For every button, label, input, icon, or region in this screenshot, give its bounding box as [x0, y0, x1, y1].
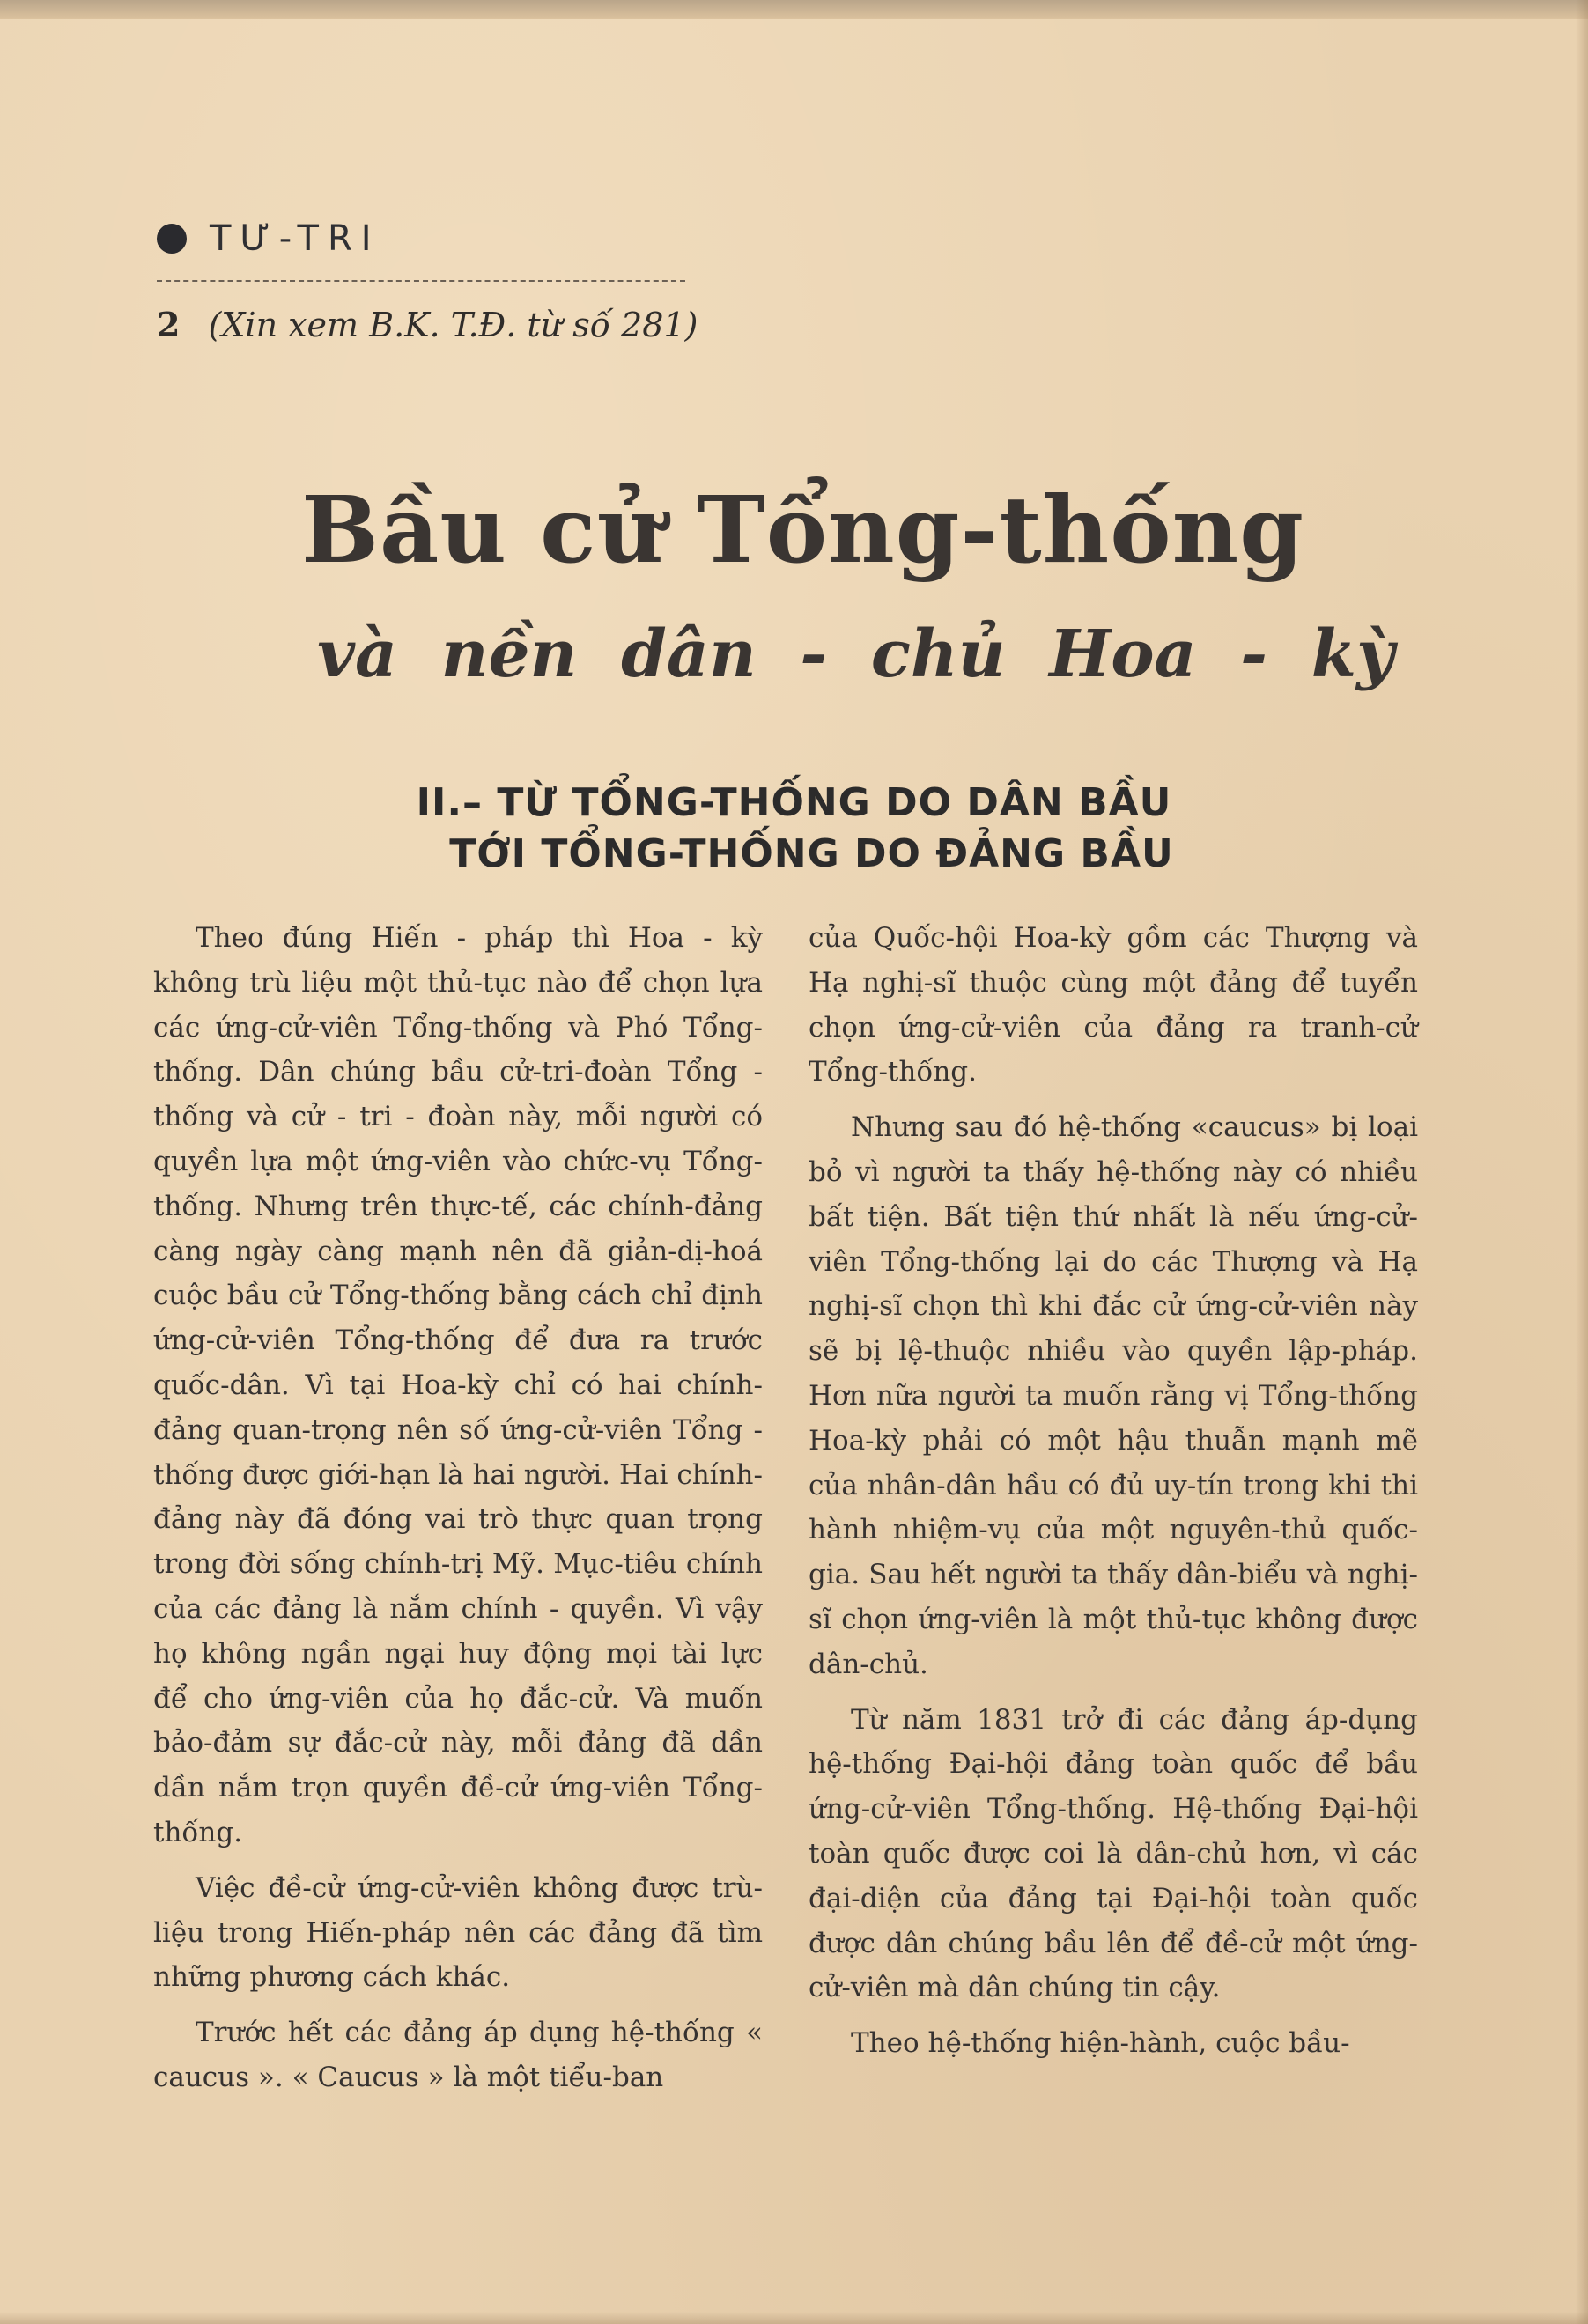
article-title: Bầu cử Tổng-thống	[301, 476, 1304, 584]
section-heading-line-1: II.– TỪ TỔNG-THỐNG DO DÂN BẦU	[416, 780, 1172, 825]
part-number: 2	[157, 305, 181, 344]
paragraph: Theo đúng Hiến - pháp thì Hoa - kỳ không trù liệu một thủ-tục nào để chọn lựa các ứng-cử-viên Tổng-thống và Phó Tổng-thống. Dân chúng bầu cử-tri-đoàn Tổng - thống và cử - tri - đoàn này, mỗi người có quyền lựa một ứng-viên vào chức-vụ Tổng-thống. Nhưng trên thực-tế, các chính-đảng càng ngày càng mạnh nên đã giản-dị-hoá cuộc bầu cử Tổng-thống bằng cách chỉ định ứng-cử-viên Tổng-thống để đưa ra trước quốc-dân. Vì tại Hoa-kỳ chỉ có hai chính-đảng quan-trọng nên số ứng-cử-viên Tổng - thống được giới-hạn là hai người. Hai chính-đảng này đã đóng vai trò thực quan trọng trong đời sống chính-trị Mỹ. Mục-tiêu chính của các đảng là nắm chính - quyền. Vì vậy họ không ngần ngại huy động mọi tài lực để cho ứng-viên của họ đắc-cử. Và muốn bảo-đảm sự đắc-cử này, mỗi đảng đã dần dần nắm trọn quyền đề-cử ứng-viên Tổng-thống.	[153, 922, 763, 1848]
section-label-text: TƯ-TRI	[210, 218, 380, 259]
paragraph: Theo hệ-thống hiện-hành, cuộc bầu-	[851, 2027, 1350, 2060]
bullet-icon	[157, 224, 187, 254]
page-top-edge	[0, 0, 1588, 19]
series-reference	[157, 305, 698, 344]
section-label	[157, 218, 380, 259]
page-right-edge	[1576, 0, 1588, 2324]
right-column	[809, 916, 1418, 2066]
paragraph: Nhưng sau đó hệ-thống «caucus» bị loại bỏ vì người ta thấy hệ-thống này có nhiều bất tiện. Bất tiện thứ nhất là nếu ứng-cử-viên Tổng-thống lại do các Thượng và Hạ nghị-sĩ chọn thì khi đắc cử ứng-cử-viên này sẽ bị lệ-thuộc nhiều vào quyền lập-pháp. Hơn nữa người ta muốn rằng vị Tổng-thống Hoa-kỳ phải có một hậu thuẫn mạnh mẽ của nhân-dân hầu có đủ uy-tín trong khi thi hành nhiệm-vụ của một nguyên-thủ quốc-gia. Sau hết người ta thấy dân-biểu và nghị-sĩ chọn ứng-viên là một thủ-tục không được dân-chủ.	[809, 1111, 1418, 1680]
paragraph: của Quốc-hội Hoa-kỳ gồm các Thượng và Hạ nghị-sĩ thuộc cùng một đảng để tuyển chọn ứng-cử-viên của đảng ra tranh-cử Tổng-thống.	[809, 922, 1418, 1088]
section-heading-line-2: TỚI TỔNG-THỐNG DO ĐẢNG BẦU	[449, 831, 1174, 876]
paragraph: Trước hết các đảng áp dụng hệ-thống « caucus ». « Caucus » là một tiểu-ban	[153, 2017, 763, 2093]
article-subtitle: và nền dân - chủ Hoa - kỳ	[316, 616, 1395, 692]
section-heading	[0, 778, 1588, 880]
header-rule	[157, 280, 685, 282]
left-column	[153, 916, 763, 2100]
paragraph: Việc đề-cử ứng-cử-viên không được trù-liệu trong Hiến-pháp nên các đảng đã tìm những phương cách khác.	[153, 1871, 763, 1994]
page-bottom-edge	[0, 2312, 1588, 2324]
paragraph: Từ năm 1831 trở đi các đảng áp-dụng hệ-thống Đại-hội đảng toàn quốc để bầu ứng-cử-viên Tổng-thống. Hệ-thống Đại-hội toàn quốc được coi là dân-chủ hơn, vì các đại-diện của đảng tại Đại-hội toàn quốc được dân chúng bầu lên để đề-cử một ứng-cử-viên mà dân chúng tin cậy.	[809, 1703, 1418, 2004]
reference-text: (Xin xem B.K. T.Đ. từ số 281)	[208, 306, 698, 344]
